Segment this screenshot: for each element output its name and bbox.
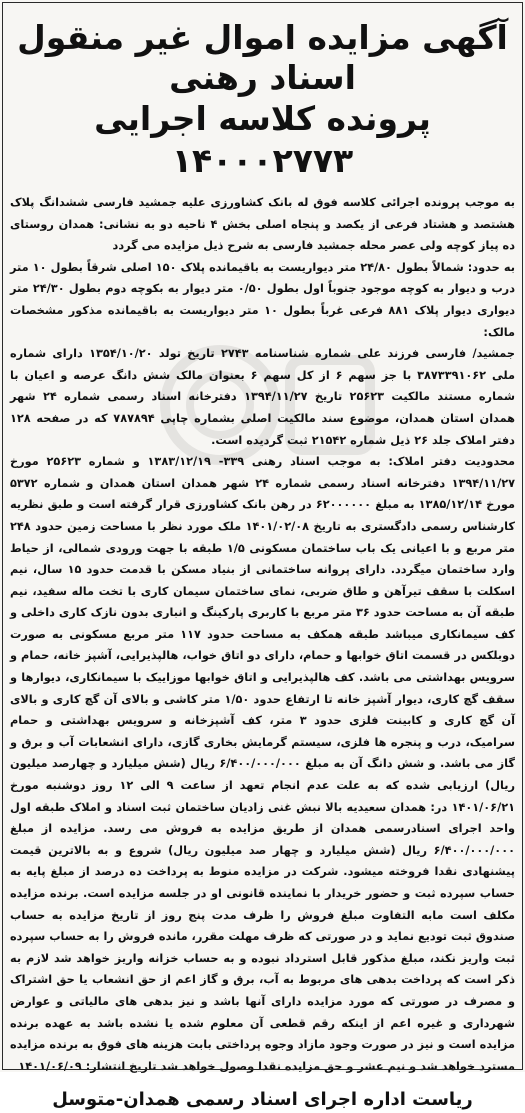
case-number-title: پرونده کلاسه اجرایی ۱۴۰۰۰۲۷۷۳ [94, 99, 431, 180]
notice-signature: ریاست اداره اجرای اسناد رسمی همدان-متوسل [52, 1089, 473, 1111]
notice-paragraph-property: به موجب پرونده اجرائی کلاسه فوق له بانک کشاورزی علیه جمشید فارسی ششدانگ پلاک هشتصد و هشتاد فرعی از یکصد و پنجاه اصلی بخش ۴ ناحیه دو به نشانی: همدان روستای ده پیاز کوچه ولی عصر محله جمشید فارسی به شرح ذیل مزایده می گردد [10, 196, 515, 253]
notice-paragraph-boundaries: به حدود: شمالاً بطول ۲۴/۸۰ متر دیواریست به باقیمانده پلاک ۱۵۰ اصلی شرقاً بطول ۱۰ متر درب و دیوار به کوچه موجود جنوباً اول بطول ۰/۵۰ متر دیوار به بکوچه دوم بطول ۲۴/۳۰ متر دیواری دیوار پلاک ۸۸۱ فرعی غرباً بطول ۱۰ متر دیواریست به باقیمانده مذکور مشخصات مالک: [10, 260, 516, 339]
notice-title: آگهی مزایده اموال غیر منقول اسناد رهنی [17, 18, 508, 97]
notice-paragraph-owner: جمشید/ فارسی فرزند علی شماره شناسنامه ۲۷۴۳ تاریخ تولد ۱۳۵۴/۱۰/۲۰ دارای شماره ملی ۳۸۷۳۳۹۱۰۶۲ با جز سهم ۶ از کل سهم ۶ بعنوان مالک شش دانگ عرصه و اعیان با شماره مستند مالکیت ۲۵۶۲۳ تاریخ ۱۳۹۴/۱۱/۲۷ دفترخانه اسناد رسمی شماره ۲۴ شهر همدان استان همدان، موضوع سند مالکیت اصلی بشماره چاپی ۷۸۷۸۹۴ که در صفحه ۱۲۸ دفتر املاک جلد ۲۶ ذیل شماره ۲۱۵۴۲ ثبت گردیده است. [10, 347, 516, 447]
notice-paragraph-auction-terms: محدودیت دفتر املاک: به موجب اسناد رهنی ۳۳۹- ۱۳۸۳/۱۲/۱۹ و شماره ۲۵۶۲۳ مورخ ۱۳۹۴/۱۱/۲۷ دفترخانه اسناد رسمی شماره ۲۴ شهر همدان استان همدان و شماره ۵۳۷۲ مورخ ۱۳۸۵/۱۲/۱۴ به مبلغ ۶۲۰۰۰۰۰۰ در رهن بانک کشاورزی قرار گرفته است و طبق نظریه کارشناس رسمی دادگستری به تاریخ ۱۴۰۱/۰۲/۰۸ ملک مورد نظر با مساحت زمین حدود ۲۴۸ متر مربع و با اعیانی یک باب ساختمان مسکونی ۱/۵ طبقه با جهت ورودی شمالی، از حیاط وارد ساختمان میگردد. دارای پروانه ساختمانی از بنیاد مسکن با قدمت حدود ۱۵ سال، نیم اسکلت با سقف تیرآهن و طاق ضربی، نمای ساختمان سیمان کاری با تخت ماله سفید، نیم طبقه آن به مساحت حدود ۳۶ متر مربع با کاربری پارکینگ و انباری بدون نازک کاری داخلی و کف سیمانکاری میباشد طبقه همکف به مساحت حدود ۱۱۷ متر مربع مسکونی به صورت دوبلکس در قسمت اتاق خوابها و حمام، دارای دو اتاق خواب، هالپذیرایی، آشپز خانه، حمام و سرویس بهداشتی می باشد. کف هالپذیرایی و اتاق خوابها موزاییک با سیمانکاری، دیوارها و سقف گچ کاری، دیوار آشپز خانه تا ارتفاع حدود ۱/۵۰ متر کاشی و بالای آن گچ کاری و بالای آن گچ کاری و کابینت فلزی حدود ۳ متر، کف آشپزخانه و سرویس بهداشتی و حمام سرامیک، درب و پنجره ها فلزی، سیستم گرمایش بخاری گازی، دارای انشعابات آب و برق و گاز می باشد. و شش دانگ آن به مبلغ ۶/۴۰۰/۰۰۰/۰۰۰ ریال (شش میلیارد و چهارصد میلیون ریال) ارزیابی شده که به علت عدم انجام تعهد از ساعت ۹ الی ۱۲ روز دوشنبه مورخ ۱۴۰۱/۰۶/۲۱ در: همدان سعیدیه بالا نبش غنی زادیان ساختمان ثبت اسناد و املاک طبقه اول واحد اجرای اسنادرسمی همدان از طریق مزایده به فروش می رسد. مزایده از مبلغ ۶/۴۰۰/۰۰۰/۰۰۰ ریال (شش میلیارد و چهار صد میلیون ریال) شروع و به بالاترین قیمت پیشنهادی نقدا فروخته میشود. شرکت در مزایده منوط به پرداخت ده درصد از مبلغ پایه به حساب سپرده ثبت و حضور خریدار با نماینده قانونی او در جلسه مزایده است. برنده مزایده مکلف است مابه التفاوت مبلغ فروش را ظرف مدت پنج روز از تاریخ مزایده به حساب صندوق ثبت تودیع نماید و در صورتی که ظرف مهلت مقرر، مانده فروش را به حساب سپرده ثبت واریز نکند، مبلغ مذکور قابل استرداد نبوده و به حساب خزانه واریز خواهد شد لازم به ذکر است که پرداخت بدهی های مربوط به آب، برق و گاز اعم از حق انشعاب یا حق اشتراک و مصرف در صورتی که مورد مزایده دارای آنها باشد و نیز بدهی های مالیاتی و عوارض شهرداری و غیره اعم از اینکه رقم قطعی آن معلوم شده یا نشده باشد به عهده برنده مزایده است و نیز در صورت وجود مازاد وجوه پرداختی بابت هزینه های فوق به برنده مزایده مسترد خواهد شد و نیم عشر و حق مزایده نقدا وصول خواهد شد تاریخ انتشار: ۱۴۰۱/۰۶/۰۹ [10, 455, 516, 1073]
notice-body [10, 192, 515, 1077]
